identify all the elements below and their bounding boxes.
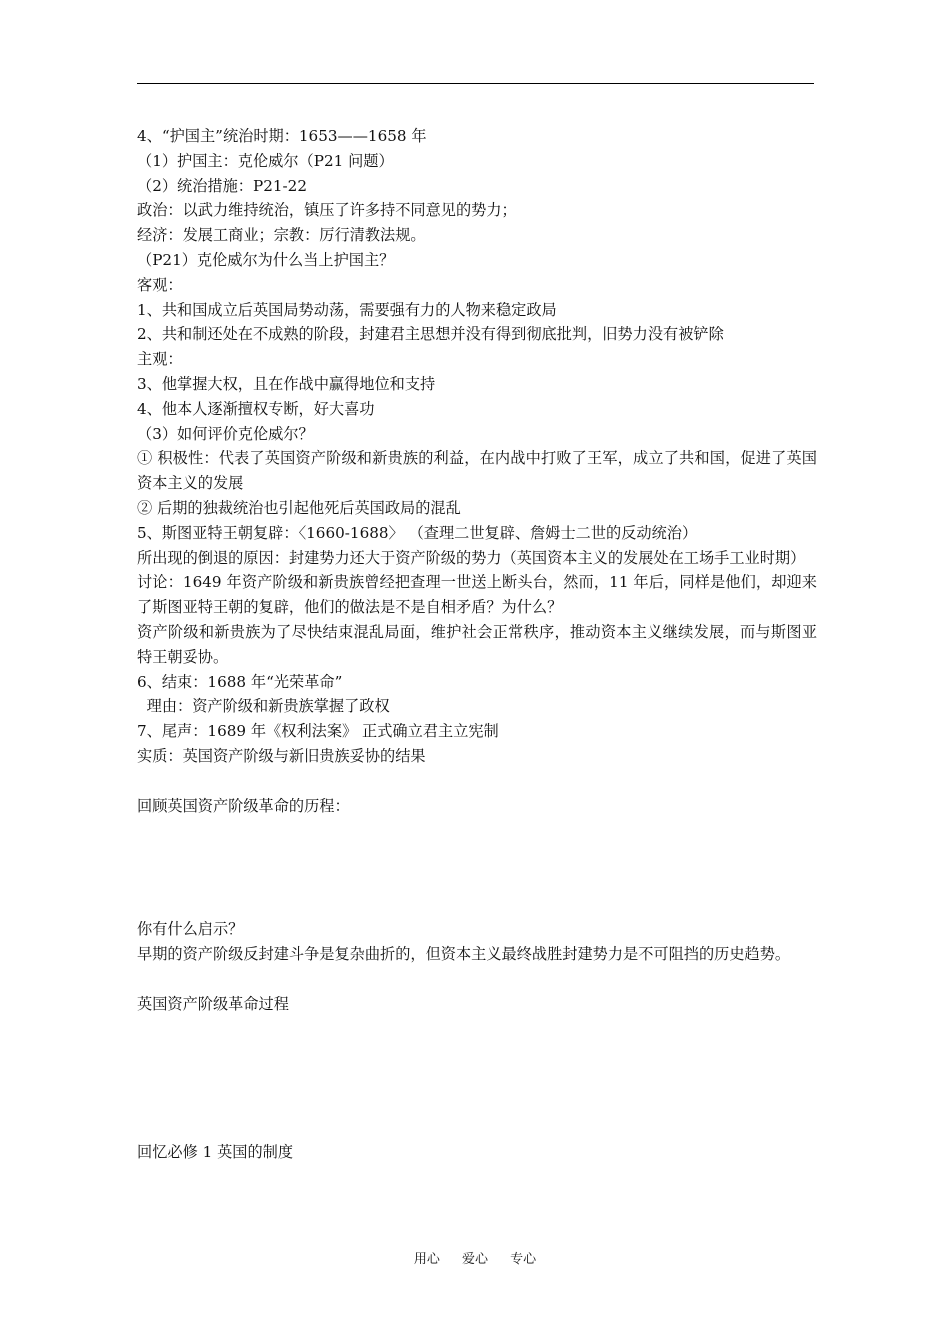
heading-glorious-revolution: 6、结束：1688 年“光荣革命” <box>137 672 343 691</box>
text-line: 2、共和制还处在不成熟的阶段，封建君主思想并没有得到彻底批判，旧势力没有被铲除 <box>137 325 724 344</box>
text-paragraph: 早期的资产阶级反封建斗争是复杂曲折的，但资本主义最终战胜封建势力是不可阻挡的历史趋势。 <box>137 945 791 964</box>
text-line: 主观： <box>137 350 183 369</box>
text-line: 4、他本人逐渐擅权专断，好大喜功 <box>137 399 375 418</box>
text-line: 实质：英国资产阶级与新旧贵族妥协的结果 <box>137 746 426 765</box>
text-line: ② 后期的独裁统治也引起他死后英国政局的混乱 <box>137 498 461 517</box>
review-prompt: 回顾英国资产阶级革命的历程： <box>137 796 350 815</box>
text-line: 3、他掌握大权，且在作战中赢得地位和支持 <box>137 374 436 393</box>
text-paragraph: 资产阶级和新贵族为了尽快结束混乱局面，维护社会正常秩序，推动资本主义继续发展，而与斯图亚特王朝妥协。 <box>137 622 817 666</box>
text-line: （2）统治措施：P21-22 <box>137 176 307 195</box>
text-line: （1）护国主：克伦威尔（P21 问题） <box>137 151 394 170</box>
text-line: （3）如何评价克伦威尔？ <box>137 424 314 443</box>
inspiration-prompt: 你有什么启示？ <box>137 920 244 939</box>
discussion-paragraph: 讨论：1649 年资产阶级和新贵族曾经把查理一世送上断头台，然而，11 年后，同样是他们，却迎来了斯图亚特王朝的复辟，他们的做法是不是自相矛盾？为什么？ <box>137 573 817 617</box>
text-paragraph: 所出现的倒退的原因：封建势力还大于资产阶级的势力（英国资本主义的发展处在工场手工业时期） <box>137 548 806 567</box>
heading-bill-of-rights: 7、尾声：1689 年《权利法案》 正式确立君主立宪制 <box>137 722 499 741</box>
heading-protector-period: 4、“护国主”统治时期：1653——1658 年 <box>137 127 427 145</box>
text-line: 1、共和国成立后英国局势动荡，需要强有力的人物来稳定政局 <box>137 300 557 319</box>
document-body <box>137 124 817 1164</box>
page-footer: 用心 爱心 专心 <box>413 1252 537 1267</box>
text-line: 政治：以武力维持统治，镇压了许多持不同意见的势力； <box>137 201 517 220</box>
text-line: 理由：资产阶级和新贵族掌握了政权 <box>137 697 390 716</box>
text-line: （P21）克伦威尔为什么当上护国主？ <box>137 250 395 269</box>
text-line: 经济：发展工商业；宗教：厉行清教法规。 <box>137 226 426 245</box>
section-title: 英国资产阶级革命过程 <box>137 994 289 1013</box>
section-title: 回忆必修 1 英国的制度 <box>137 1142 294 1161</box>
header-rule <box>137 83 814 84</box>
heading-restoration: 5、斯图亚特王朝复辟：〈1660-1688〉 （查理二世复辟、詹姆士二世的反动统治） <box>137 523 698 542</box>
text-line: 客观： <box>137 275 183 294</box>
text-paragraph: ① 积极性：代表了英国资产阶级和新贵族的利益，在内战中打败了王军，成立了共和国，促进了英国资本主义的发展 <box>137 449 817 493</box>
